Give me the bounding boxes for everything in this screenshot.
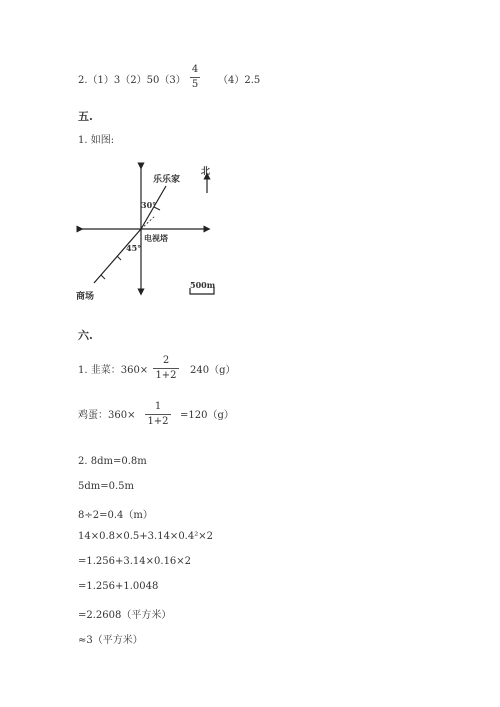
calc-line: =2.2608（平方米） bbox=[78, 610, 172, 621]
l1-frac-num: 2 bbox=[162, 355, 170, 366]
tick-mall-2 bbox=[101, 275, 105, 279]
angle-45-label: 45° bbox=[126, 243, 142, 253]
mall-label: 商场 bbox=[76, 292, 95, 302]
q2-suffix: （4）2.5 bbox=[218, 75, 261, 86]
l1-suffix: 240（g） bbox=[190, 365, 236, 376]
l2-prefix: 鸡蛋：360× bbox=[78, 410, 136, 421]
l2-suffix: =120（g） bbox=[180, 410, 234, 421]
l2-frac-num: 1 bbox=[154, 401, 162, 412]
section-5-title: 五. bbox=[78, 110, 93, 123]
angle-30-label: 30° bbox=[141, 200, 157, 210]
section-5-q1: 1. 如图: bbox=[78, 135, 115, 146]
q2-frac-num: 4 bbox=[191, 64, 199, 75]
q2-frac-den: 5 bbox=[191, 79, 199, 90]
scale-label: 500m bbox=[190, 280, 216, 290]
calc-line: 5dm=0.5m bbox=[78, 481, 135, 492]
calc-line: 2. 8dm=0.8m bbox=[78, 456, 147, 467]
q2-prefix: 2.（1）3（2）50（3） bbox=[78, 75, 186, 86]
l2-fraction bbox=[145, 401, 171, 428]
calc-line: ≈3（平方米） bbox=[78, 635, 143, 646]
north-label: 北 bbox=[201, 167, 211, 177]
home-label: 乐乐家 bbox=[153, 175, 181, 185]
l1-fraction bbox=[153, 355, 179, 382]
tick-mall-1 bbox=[117, 256, 121, 260]
l1-prefix: 1. 韭菜：360× bbox=[78, 365, 149, 376]
section-6-title: 六. bbox=[78, 329, 93, 342]
calc-line: 8÷2=0.4（m） bbox=[78, 510, 153, 521]
calc-line: 14×0.8×0.5+3.14×0.4²×2 bbox=[78, 531, 213, 542]
l1-frac-den: 1+2 bbox=[155, 370, 177, 381]
tower-label: 电视塔 bbox=[144, 233, 168, 243]
calc-line: =1.256+1.0048 bbox=[78, 581, 159, 592]
l1-frac-bar bbox=[153, 368, 179, 369]
l2-frac-den: 1+2 bbox=[147, 416, 169, 427]
l2-frac-bar bbox=[145, 414, 171, 415]
calc-line: =1.256+3.14×0.16×2 bbox=[78, 556, 192, 567]
